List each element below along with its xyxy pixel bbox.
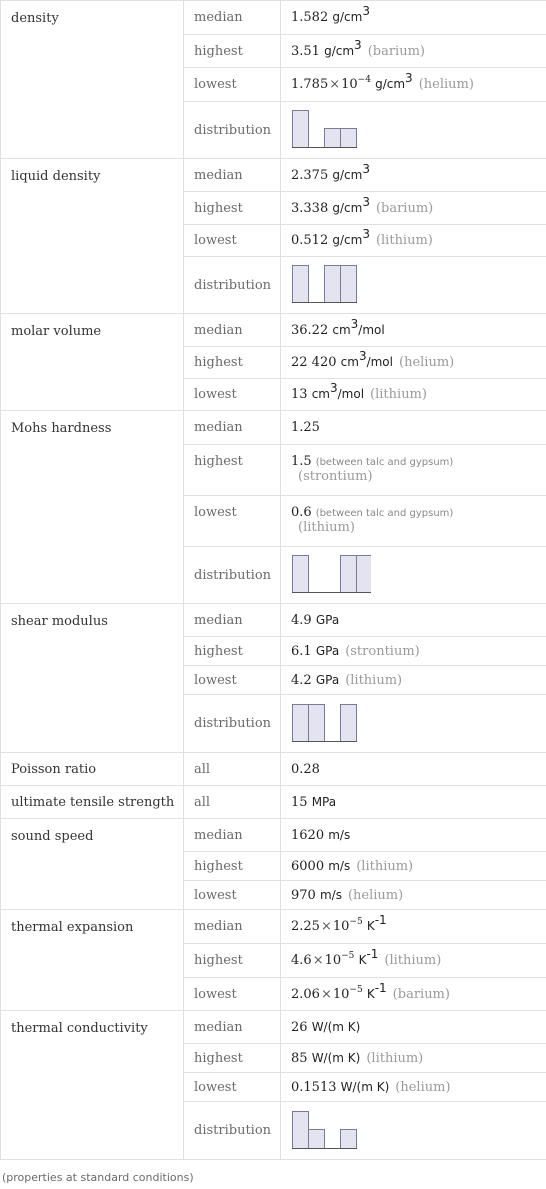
stat-value: 1.5 (between talc and gypsum) (strontium)	[281, 445, 546, 496]
stat-label: median	[184, 604, 281, 637]
stat-value: 0.28	[281, 753, 546, 786]
stat-value: $2.06\times 10^{-5}$ $K^{-1}$ (barium)	[281, 978, 546, 1011]
stat-label: highest	[184, 1044, 281, 1073]
stat-label: lowest	[184, 496, 281, 547]
table-row	[1, 819, 546, 852]
stat-value: 13 $cm^3$/mol (lithium)	[281, 379, 546, 411]
table-row	[1, 1011, 546, 1044]
stat-label: highest	[184, 944, 281, 978]
stat-label: median	[184, 411, 281, 445]
stat-label: highest	[184, 445, 281, 496]
stat-value: 3.51 $g/cm^3$ (barium)	[281, 35, 546, 68]
stat-label: median	[184, 1, 281, 35]
table-row	[1, 786, 546, 819]
histogram-bar	[341, 1129, 357, 1148]
histogram-bar	[341, 129, 357, 148]
stat-value: 4.2 GPa (lithium)	[281, 666, 546, 695]
stat-value: 36.22 $cm^3$/mol	[281, 314, 546, 347]
stat-label: median	[184, 1011, 281, 1044]
histogram-bar	[309, 1129, 325, 1148]
stat-value: 26 W/(m K)	[281, 1011, 546, 1044]
stat-label: highest	[184, 192, 281, 225]
histogram-bar	[293, 1111, 309, 1148]
table-row	[1, 1, 546, 35]
stat-label: highest	[184, 35, 281, 68]
property-name: shear modulus	[1, 604, 184, 753]
stat-value: $2.25\times 10^{-5}$ $K^{-1}$	[281, 910, 546, 944]
stat-label: distribution	[184, 1102, 281, 1160]
stat-value: $1.785\times 10^{-4}$ $g/cm^3$ (helium)	[281, 68, 546, 102]
table-row	[1, 159, 546, 192]
distribution-histogram	[291, 110, 371, 150]
stat-value: 1.25	[281, 411, 546, 445]
stat-value: 970 m/s (helium)	[281, 881, 546, 910]
property-name: molar volume	[1, 314, 184, 411]
histogram-bar	[341, 556, 357, 593]
property-name: sound speed	[1, 819, 184, 910]
stat-label: all	[184, 786, 281, 819]
property-name: ultimate tensile strength	[1, 786, 184, 819]
stat-value: 1.582 $g/cm^3$	[281, 1, 546, 35]
table-row	[1, 411, 546, 445]
stat-label: median	[184, 314, 281, 347]
stat-label: lowest	[184, 666, 281, 695]
histogram-bar	[293, 266, 309, 303]
stat-value: 6000 m/s (lithium)	[281, 852, 546, 881]
stat-value: 4.9 GPa	[281, 604, 546, 637]
distribution-histogram	[291, 704, 371, 744]
histogram-bar	[293, 556, 309, 593]
histogram-bar	[325, 266, 341, 303]
stat-value: 6.1 GPa (strontium)	[281, 637, 546, 666]
stat-value: 3.338 $g/cm^3$ (barium)	[281, 192, 546, 225]
distribution-histogram	[291, 555, 371, 595]
stat-value: 0.1513 W/(m K) (helium)	[281, 1073, 546, 1102]
histogram-bar	[341, 704, 357, 741]
table-row	[1, 753, 546, 786]
property-name: Mohs hardness	[1, 411, 184, 604]
stat-value: 15 MPa	[281, 786, 546, 819]
property-name: thermal conductivity	[1, 1011, 184, 1160]
table-row	[1, 910, 546, 944]
stat-value: 0.512 $g/cm^3$ (lithium)	[281, 225, 546, 257]
stat-label: lowest	[184, 1073, 281, 1102]
histogram-bar	[325, 129, 341, 148]
stat-label: highest	[184, 637, 281, 666]
distribution-histogram	[291, 265, 371, 305]
histogram-bar	[357, 556, 372, 593]
stat-label: lowest	[184, 379, 281, 411]
stat-label: lowest	[184, 68, 281, 102]
property-name: thermal expansion	[1, 910, 184, 1011]
stat-label: lowest	[184, 881, 281, 910]
stat-label: lowest	[184, 225, 281, 257]
stat-value: 0.6 (between talc and gypsum) (lithium)	[281, 496, 546, 547]
table-row	[1, 604, 546, 637]
property-name: Poisson ratio	[1, 753, 184, 786]
stat-label: highest	[184, 347, 281, 379]
stat-value: 1620 m/s	[281, 819, 546, 852]
stat-value: 2.375 $g/cm^3$	[281, 159, 546, 192]
footnote: (properties at standard conditions)	[2, 1171, 194, 1184]
stat-label: distribution	[184, 547, 281, 604]
table-row	[1, 314, 546, 347]
stat-value: $4.6\times 10^{-5}$ $K^{-1}$ (lithium)	[281, 944, 546, 978]
stat-label: median	[184, 159, 281, 192]
stat-label: median	[184, 819, 281, 852]
distribution-histogram	[291, 1111, 371, 1151]
property-name: liquid density	[1, 159, 184, 314]
property-name: density	[1, 1, 184, 159]
stat-label: distribution	[184, 257, 281, 314]
histogram-bar	[309, 704, 325, 741]
stat-label: all	[184, 753, 281, 786]
histogram-bar	[341, 266, 357, 303]
stat-label: median	[184, 910, 281, 944]
histogram-bar	[293, 704, 309, 741]
stat-value: 85 W/(m K) (lithium)	[281, 1044, 546, 1073]
stat-label: distribution	[184, 102, 281, 159]
histogram-bar	[293, 111, 309, 148]
stat-label: highest	[184, 852, 281, 881]
stat-label: distribution	[184, 695, 281, 753]
stat-label: lowest	[184, 978, 281, 1011]
stat-value: 22 420 $cm^3$/mol (helium)	[281, 347, 546, 379]
